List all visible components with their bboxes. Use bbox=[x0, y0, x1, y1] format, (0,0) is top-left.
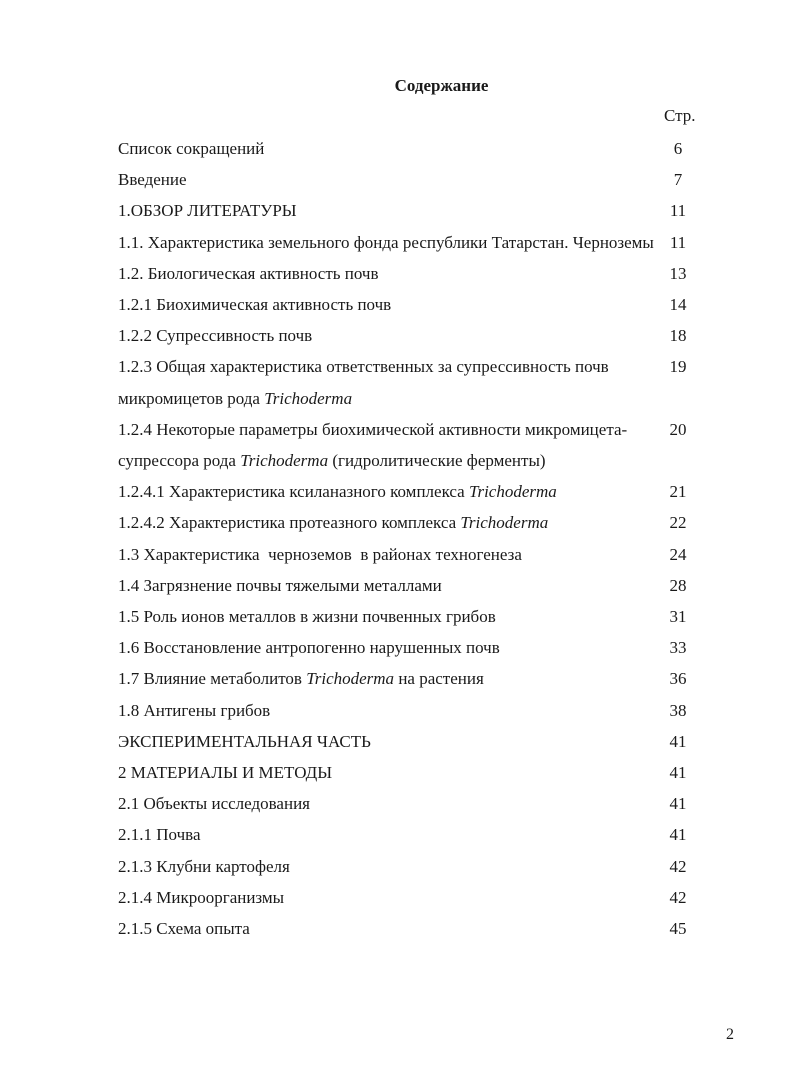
table-of-contents bbox=[118, 133, 698, 944]
toc-title: 2.1.5 Схема опыта bbox=[118, 919, 250, 939]
page-title: Содержание bbox=[394, 76, 489, 95]
toc-page-number: 41 bbox=[669, 794, 687, 814]
toc-page-number: 7 bbox=[673, 170, 683, 190]
toc-page-number: 42 bbox=[669, 887, 687, 907]
toc-row[interactable] bbox=[118, 726, 698, 757]
toc-row[interactable] bbox=[118, 476, 698, 507]
toc-page-number: 11 bbox=[669, 232, 687, 252]
toc-row[interactable] bbox=[118, 663, 698, 694]
toc-row[interactable] bbox=[118, 882, 698, 913]
toc-title: 1.2.3 Общая характеристика ответственных за супрессивность почв микромицетов рода Trichoderma bbox=[118, 357, 613, 408]
toc-row[interactable] bbox=[118, 851, 698, 882]
page-number: 2 bbox=[726, 1026, 734, 1043]
page-column-label: Стр. bbox=[664, 106, 696, 125]
toc-row[interactable] bbox=[118, 788, 698, 819]
toc-row[interactable] bbox=[118, 695, 698, 726]
toc-page-number: 13 bbox=[669, 263, 687, 283]
toc-title: 2.1.4 Микроорганизмы bbox=[118, 887, 285, 907]
toc-title: 1.2.4.2 Характеристика протеазного комплекса Trichoderma bbox=[118, 513, 549, 533]
toc-title: 1.5 Роль ионов металлов в жизни почвенных грибов bbox=[118, 607, 496, 627]
toc-title: 2.1.3 Клубни картофеля bbox=[118, 856, 290, 876]
toc-title: Введение bbox=[118, 170, 187, 190]
toc-title: 1.3 Характеристика черноземов в районах техногенеза bbox=[118, 544, 522, 564]
toc-page-number: 20 bbox=[669, 419, 687, 439]
toc-page-number: 41 bbox=[669, 731, 687, 751]
toc-page-number: 11 bbox=[669, 201, 687, 221]
toc-row[interactable] bbox=[118, 351, 698, 413]
toc-title: 1.2.2 Супрессивность почв bbox=[118, 326, 313, 346]
toc-row[interactable] bbox=[118, 819, 698, 850]
toc-title: 1.8 Антигены грибов bbox=[118, 700, 271, 720]
toc-title: 1.2. Биологическая активность почв bbox=[118, 263, 379, 283]
toc-title: 2.1.1 Почва bbox=[118, 825, 201, 845]
toc-title: 2.1 Объекты исследования bbox=[118, 794, 310, 814]
toc-page-number: 42 bbox=[669, 856, 687, 876]
toc-row[interactable] bbox=[118, 601, 698, 632]
toc-page-number: 19 bbox=[669, 357, 687, 377]
toc-row[interactable] bbox=[118, 258, 698, 289]
toc-page-number: 38 bbox=[669, 700, 687, 720]
toc-title: 1.6 Восстановление антропогенно нарушенных почв bbox=[118, 638, 500, 658]
toc-title: 1.2.1 Биохимическая активность почв bbox=[118, 295, 392, 315]
toc-row[interactable] bbox=[118, 632, 698, 663]
toc-title: 1.2.4.1 Характеристика ксиланазного комплекса Trichoderma bbox=[118, 482, 557, 502]
toc-row[interactable] bbox=[118, 320, 698, 351]
toc-page-number: 24 bbox=[669, 544, 687, 564]
toc-row[interactable] bbox=[118, 289, 698, 320]
toc-page-number: 22 bbox=[669, 513, 687, 533]
toc-title: 1.4 Загрязнение почвы тяжелыми металлами bbox=[118, 575, 442, 595]
toc-row[interactable] bbox=[118, 539, 698, 570]
toc-page-number: 31 bbox=[669, 607, 687, 627]
toc-row[interactable] bbox=[118, 414, 698, 476]
toc-title: 1.ОБЗОР ЛИТЕРАТУРЫ bbox=[118, 201, 297, 221]
toc-page-number: 45 bbox=[669, 919, 687, 939]
toc-title: 1.1. Характеристика земельного фонда республики Татарстан. Черноземы bbox=[118, 232, 654, 252]
toc-page-number: 33 bbox=[669, 638, 687, 658]
toc-row[interactable] bbox=[118, 133, 698, 164]
toc-row[interactable] bbox=[118, 570, 698, 601]
toc-title: 1.7 Влияние метаболитов Trichoderma на растения bbox=[118, 669, 484, 689]
toc-title: Список сокращений bbox=[118, 139, 265, 158]
toc-row[interactable] bbox=[118, 913, 698, 944]
toc-title: 1.2.4 Некоторые параметры биохимической активности микромицета-супрессора рода Trichoderma (гидролитические ферменты) bbox=[118, 419, 628, 471]
toc-row[interactable] bbox=[118, 757, 698, 788]
toc-page-number: 6 bbox=[673, 139, 683, 158]
toc-page-number: 36 bbox=[669, 669, 687, 689]
toc-page-number: 18 bbox=[669, 326, 687, 346]
toc-row[interactable] bbox=[118, 164, 698, 195]
toc-row[interactable] bbox=[118, 227, 698, 258]
toc-title: 2 МАТЕРИАЛЫ И МЕТОДЫ bbox=[118, 763, 333, 783]
toc-page-number: 41 bbox=[669, 763, 687, 783]
toc-page-number: 14 bbox=[669, 295, 687, 315]
toc-page-number: 21 bbox=[669, 482, 687, 502]
toc-title: ЭКСПЕРИМЕНТАЛЬНАЯ ЧАСТЬ bbox=[118, 731, 371, 751]
toc-page-number: 41 bbox=[669, 825, 687, 845]
toc-page-number: 28 bbox=[669, 575, 687, 595]
toc-row[interactable] bbox=[118, 507, 698, 538]
toc-row[interactable] bbox=[118, 195, 698, 226]
